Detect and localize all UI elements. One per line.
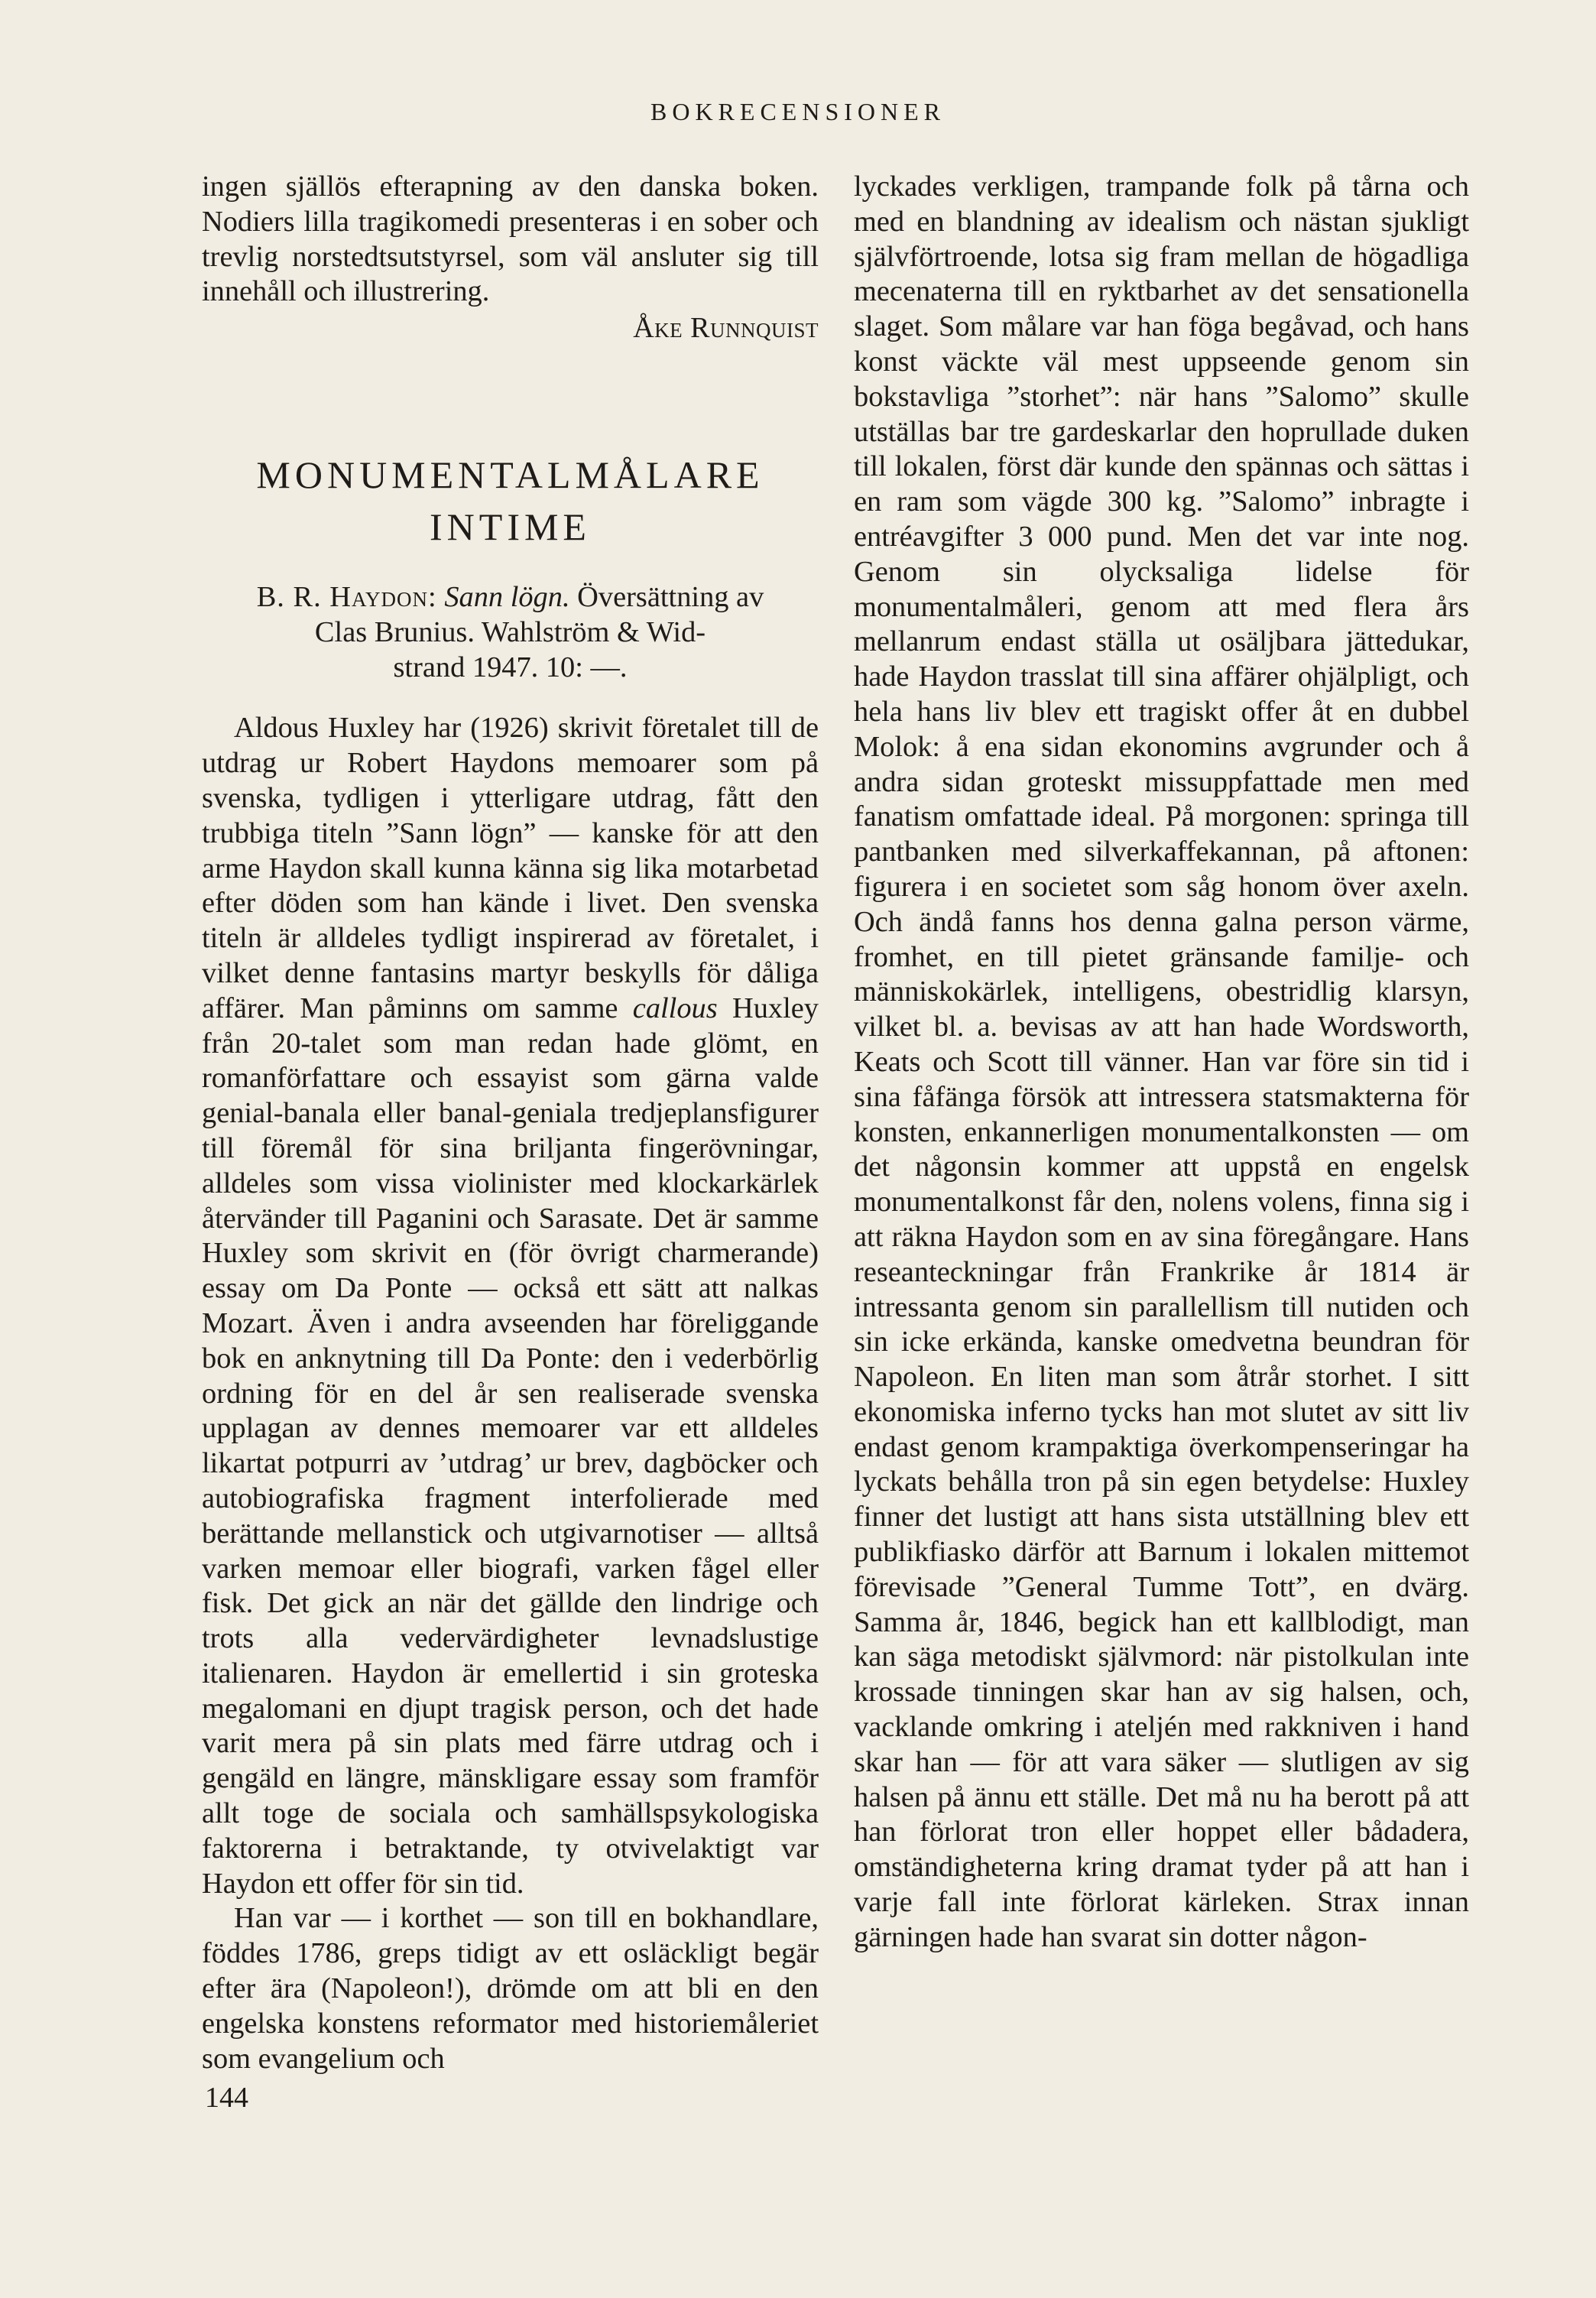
citation-line-3: strand 1947. 10: —. (393, 651, 628, 683)
citation-line-1 (202, 580, 819, 615)
body-paragraph-3: lyckades verkligen, trampande folk på tårna och med en blandning av idealism och nästan sjukligt självförtroende, lotsa sig fram mellan de högadliga mecenaterna till en ryktbarhet av det sensationella slaget. Som målare var han föga begåvad, och hans konst väckte väl mest uppseende genom sin bokstavliga ”storhet”: när hans ”Salomo” skulle utställas bar tre gardeskarlar den hoprullade duken till lokalen, först där kunde den spännas och sättas i en ram som vägde 300 kg. ”Salomo” inbragte i entréavgifter 3 000 pund. Men det var inte nog. Genom sin olycksaliga lidelse för monumentalmåleri, genom att med flera års mellanrum endast ställa ut osäljbara jättedukar, hade Haydon trasslat till sina affärer ohjälpligt, och hela hans liv blev ett tragiskt offer åt en dubbel Molok: å ena sidan ekonomins avgrunder och å andra sidan groteskt missuppfattade men med fanatism omfattade ideal. På morgonen: springa till pantbanken med silverkaffekannan, på aftonen: figurera i en societet som såg honom över axeln. Och ändå fanns hos denna galna person värme, fromhet, en till pietet gränsande familje- och människokärlek, intelligens, obestridlig klarsyn, vilket bl. a. bevisas av att han hade Wordsworth, Keats och Scott till vänner. Han var före sin tid i sina fåfänga försök att intressera statsmakterna för konsten, enkannerligen monumentalkonsten — om det någonsin kommer att uppstå en engelsk monumentalkonst får den, nolens volens, finna sig i att räkna Haydon som en av sina föregångare. Hans reseanteckningar från Frankrike år 1814 är intressanta genom sin parallellism till nutiden och sin icke erkända, kanske omedvetna beundran för Napoleon. En liten man som åtrår storhet. I sitt ekonomiska inferno tycks han mot slutet av sitt liv endast genom krampaktiga överkompenseringar ha lyckats behålla tron på sin egen betydelse: Huxley finner det lustigt att hans sista utställning blev ett publikfiasko därför att Barnum i lokalen mittemot förevisade ”General Tumme Tott”, en dvärg. Samma år, 1846, begick han ett kallblodigt, man kan säga metodiskt självmord: när pistolkulan inte krossade tinningen skar han av sig halsen, och, vacklande omkring i ateljén med rakkniven i hand skar han — för att vara säker — slutligen av sig halsen på ännu ett ställe. Det må nu ha berott på att han förlorat tron eller hoppet eller bådadera, omständigheterna kring dramat tyder på att han i varje fall inte förlorat kärleken. Strax innan gärningen hade han svarat sin dotter någon- (854, 170, 1469, 1953)
reviewer-signature: Åke Runnquist (633, 312, 819, 345)
emphasized-word: callous (632, 992, 718, 1024)
book-title: Sann lögn. (444, 580, 570, 613)
paragraph-1-part-b: Huxley från 20-talet som man redan hade glömt, en romanförfattare och essayist som gärna valde genial-banala eller banal-geniala tredjeplansfigurer till föremål för sina briljanta fingerövningar, alldeles som vissa violinister med klockarkärlek återvänder till Paganini och Sarasate. Det är samme Huxley som skrivit en (för övrigt charmerande) essay om Da Ponte — också ett sätt att nalkas Mozart. Även i andra avseenden har föreliggande bok en anknytning till Da Ponte: den i vederbörlig ordning för en del år sen realiserade svenska upplagan av dennes memoarer var ett alldeles likartat potpurri av ’utdrag’ ur brev, dagböcker och autobiografiska fragment interfolierade med berättande mellanstick och utgivarnotiser — alltså varken memoar eller biografi, varken fågel eller fisk. Det gick an när det gällde den lindrige och trots alla vedervärdigheter levnadslustige italienaren. Haydon är emellertid i sin groteska megalomani en djupt tragisk person, och det hade varit mera på sin plats med färre utdrag och i gengäld en längre, mänskligare essay som framför allt toge de sociala och samhällspsykologiska faktorerna i betraktande, ty otvivelaktigt var Haydon ett offer för sin tid. (202, 992, 819, 1900)
article-title (202, 449, 819, 553)
book-citation (202, 580, 819, 685)
citation-translation: Översättning av (577, 580, 764, 613)
paragraph-1-part-a: Aldous Huxley har (1926) skrivit företalet till de utdrag ur Robert Haydons memoarer som på svenska, tydligen i ytterligare utdrag, fått den trubbiga titeln ”Sann lögn” — kanske för att den arme Haydon skall kunna känna sig lika motarbetad efter döden som han kände i livet. Den svenska titeln är alldeles tydligt inspirerad av företalet, i vilket denne fantasins martyr beskylls för dåliga affärer. Man påminns om samme (202, 712, 819, 1024)
page-number: 144 (205, 2082, 248, 2114)
book-author: B. R. Haydon: (256, 580, 437, 613)
left-column (202, 170, 819, 2076)
body-paragraph-2: Han var — i korthet — son till en bokhandlare, föddes 1786, greps tidigt av ett osläckligt begär efter ära (Napoleon!), drömde om att bli en den engelska konstens reformator med historiemåleriet som evangelium och (202, 1902, 819, 2075)
running-head: BOKRECENSIONER (650, 98, 946, 125)
article-title-line-1: MONUMENTALMÅLARE (256, 453, 764, 496)
body-paragraph-1 (202, 711, 819, 1901)
article-title-line-2: INTIME (430, 505, 591, 548)
citation-line-2: Clas Brunius. Wahlström & Wid- (314, 615, 706, 648)
previous-review-text: ingen själlös efterapning av den danska boken. Nodiers lilla tragikomedi presenteras i en sober och trevlig norstedtsutstyrsel, som väl ansluter sig till innehåll och illustrering. (202, 170, 819, 308)
right-column (854, 170, 1469, 1956)
